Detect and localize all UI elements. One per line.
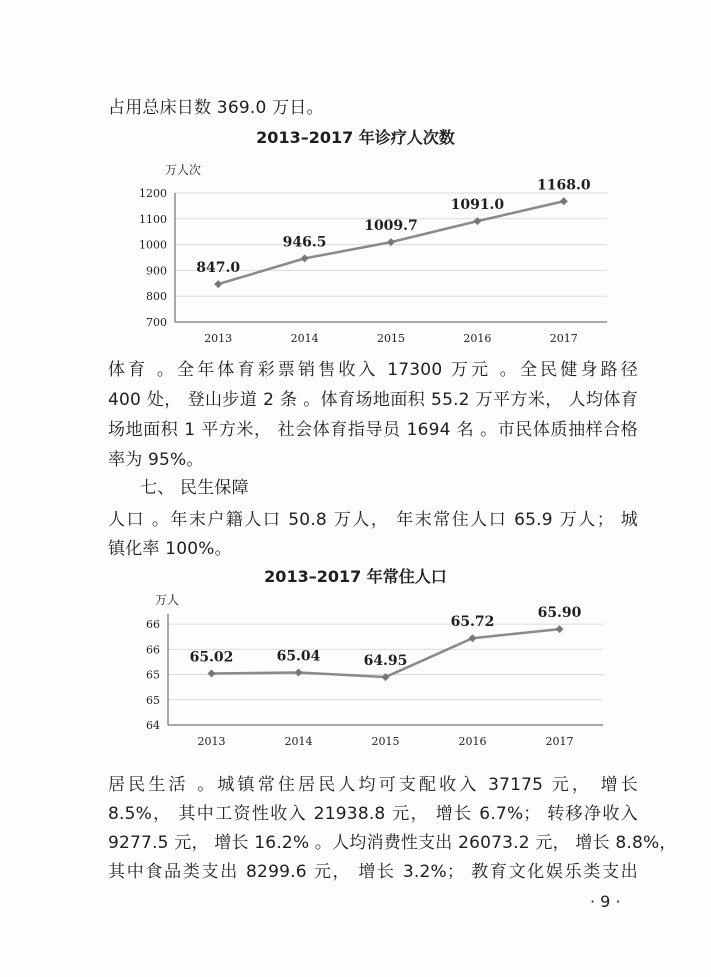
chart2-y-tick-label: 66 <box>146 618 160 632</box>
paragraph-living-line-4: 其中食品类支出 8299.6 元， 增长 3.2%； 教育文化娱乐类支出 <box>108 862 638 882</box>
chart2-data-label: 65.04 <box>276 648 321 665</box>
section-heading: 七、 民生保障 <box>140 478 249 498</box>
chart1-x-tick-label: 2013 <box>204 332 233 345</box>
chart2-x-tick-label: 2015 <box>371 735 400 748</box>
paragraph-population-line-1: 人口 。年末户籍人口 50.8 万人， 年末常住人口 65.9 万人； 城 <box>108 510 638 530</box>
paragraph-living-line-1: 居民生活 。城镇常住居民人均可支配收入 37175 元， 增长 <box>108 775 638 795</box>
chart1-data-label: 847.0 <box>196 260 241 277</box>
chart2-data-label: 65.72 <box>450 614 495 631</box>
paragraph-sports-line-3: 场地面积 1 平方米， 社会体育指导员 1694 名 。市民体质抽样合格 <box>108 420 638 440</box>
chart2-y-tick-label: 65 <box>146 693 160 707</box>
chart1-y-tick-label: 800 <box>146 290 167 304</box>
chart2-data-point <box>208 670 216 678</box>
chart1-y-tick-label: 1100 <box>139 212 167 226</box>
chart2-x-tick-label: 2016 <box>458 735 487 748</box>
chart2-data-point <box>556 625 564 633</box>
chart-1-title: 2013–2017 年诊疗人次数 <box>256 128 455 147</box>
chart1-y-tick-label: 900 <box>146 264 167 278</box>
chart2-y-unit-label: 万人 <box>155 593 180 607</box>
chart1-y-tick-label: 700 <box>146 316 167 329</box>
chart1-x-tick-label: 2014 <box>290 332 319 345</box>
paragraph-sports-line-1: 体育 。全年体育彩票销售收入 17300 万元 。全民健身路径 <box>108 360 638 380</box>
chart1-data-label: 1009.7 <box>364 218 418 235</box>
chart1-x-tick-label: 2016 <box>463 332 492 345</box>
chart1-y-tick-label: 1000 <box>139 238 167 252</box>
chart2-data-label: 64.95 <box>363 653 408 670</box>
chart1-y-unit-label: 万人次 <box>165 163 202 177</box>
chart1-y-tick-label: 1200 <box>139 187 167 200</box>
chart2-y-tick-label: 65 <box>146 668 160 682</box>
chart1-x-tick-label: 2015 <box>377 332 405 345</box>
paragraph-sports-line-2: 400 处， 登山步道 2 条 。体育场地面积 55.2 万平方米， 人均体育 <box>108 390 638 410</box>
chart2-data-label: 65.90 <box>537 605 582 622</box>
paragraph-living-line-3: 9277.5 元， 增长 16.2% 。人均消费性支出 26073.2 元， 增长 8.8%， <box>108 833 677 853</box>
chart2-data-point <box>295 669 303 677</box>
chart2-x-tick-label: 2014 <box>284 735 313 748</box>
chart-2-title: 2013–2017 年常住人口 <box>264 567 447 586</box>
chart1-x-tick-label: 2017 <box>549 332 578 345</box>
chart1-data-label: 1168.0 <box>537 177 591 194</box>
paragraph-sports-line-4: 率为 95%。 <box>108 450 204 470</box>
paragraph-intro: 占用总床日数 369.0 万日。 <box>108 98 324 118</box>
chart2-x-tick-label: 2017 <box>545 735 574 748</box>
chart1-data-label: 1091.0 <box>450 197 505 214</box>
chart2-y-tick-label: 64 <box>146 719 160 732</box>
paragraph-living-line-2: 8.5%， 其中工资性收入 21938.8 元， 增长 6.7%； 转移净收入 <box>108 804 638 824</box>
chart1-data-label: 946.5 <box>282 234 327 251</box>
chart2-data-label: 65.02 <box>189 649 234 666</box>
chart2-x-tick-label: 2013 <box>197 735 226 748</box>
paragraph-population-line-2: 镇化率 100%。 <box>108 539 232 559</box>
chart2-data-point <box>469 634 477 642</box>
chart2-y-tick-label: 66 <box>146 643 160 657</box>
page-number: · 9 · <box>590 892 621 911</box>
